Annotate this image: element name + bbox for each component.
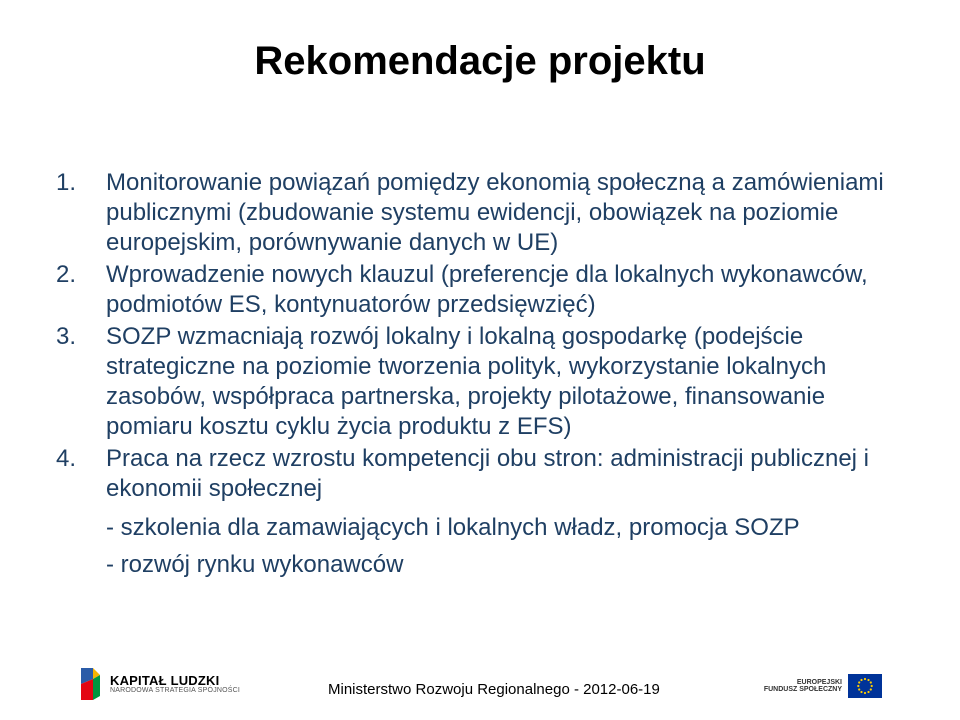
list-number: 4.	[56, 445, 77, 472]
eu-social-fund-logo	[764, 674, 882, 698]
recommendations-list	[56, 168, 916, 580]
slide-title: Rekomendacje projektu	[254, 39, 706, 83]
list-number: 3.	[56, 323, 77, 350]
list-text: Praca na rzecz wzrostu kompetencji obu stron: administracji publicznej i ekonomii społecznej	[106, 445, 869, 502]
sub-item-market: - rozwój rynku wykonawców	[106, 551, 404, 578]
list-number: 2.	[56, 261, 77, 288]
eu-flag-icon	[848, 674, 882, 698]
kapital-ludzki-text	[110, 674, 240, 695]
kapital-ludzki-mark-icon	[78, 666, 102, 702]
footer-ministry-text: Ministerstwo Rozwoju Regionalnego - 2012-06-19	[328, 681, 660, 698]
eu-social-fund-text	[764, 679, 842, 694]
kapital-ludzki-subtitle: NARODOWA STRATEGIA SPÓJNOŚCI	[110, 687, 241, 695]
list-item	[56, 444, 916, 504]
list-text: Monitorowanie powiązań pomiędzy ekonomią społeczną a zamówieniami publicznymi (zbudowanie systemu ewidencji, obowiązek na poziomie europejskim, porównywanie danych w UE)	[106, 169, 884, 256]
eu-logo-line1: EUROPEJSKI	[796, 678, 842, 686]
kapital-ludzki-title: KAPITAŁ LUDZKI	[110, 672, 220, 688]
list-item	[56, 260, 916, 320]
list-text: Wprowadzenie nowych klauzul (preferencje dla lokalnych wykonawców, podmiotów ES, kontynuatorów przedsięwzięć)	[106, 261, 868, 318]
list-number: 1.	[56, 169, 77, 196]
list-item	[56, 168, 916, 258]
kapital-ludzki-logo	[78, 666, 240, 702]
sub-item-training: - szkolenia dla zamawiających i lokalnych władz, promocja SOZP	[106, 514, 800, 541]
list-item	[56, 322, 916, 442]
list-text: SOZP wzmacniają rozwój lokalny i lokalną gospodarkę (podejście strategiczne na poziomie tworzenia polityk, wykorzystanie lokalnych zasobów, współpraca partnerska, projekty pilotażowe, finansowanie pomiaru kosztu cyklu życia produktu z EFS)	[106, 323, 827, 440]
eu-logo-line2: FUNDUSZ SPOŁECZNY	[763, 686, 842, 693]
